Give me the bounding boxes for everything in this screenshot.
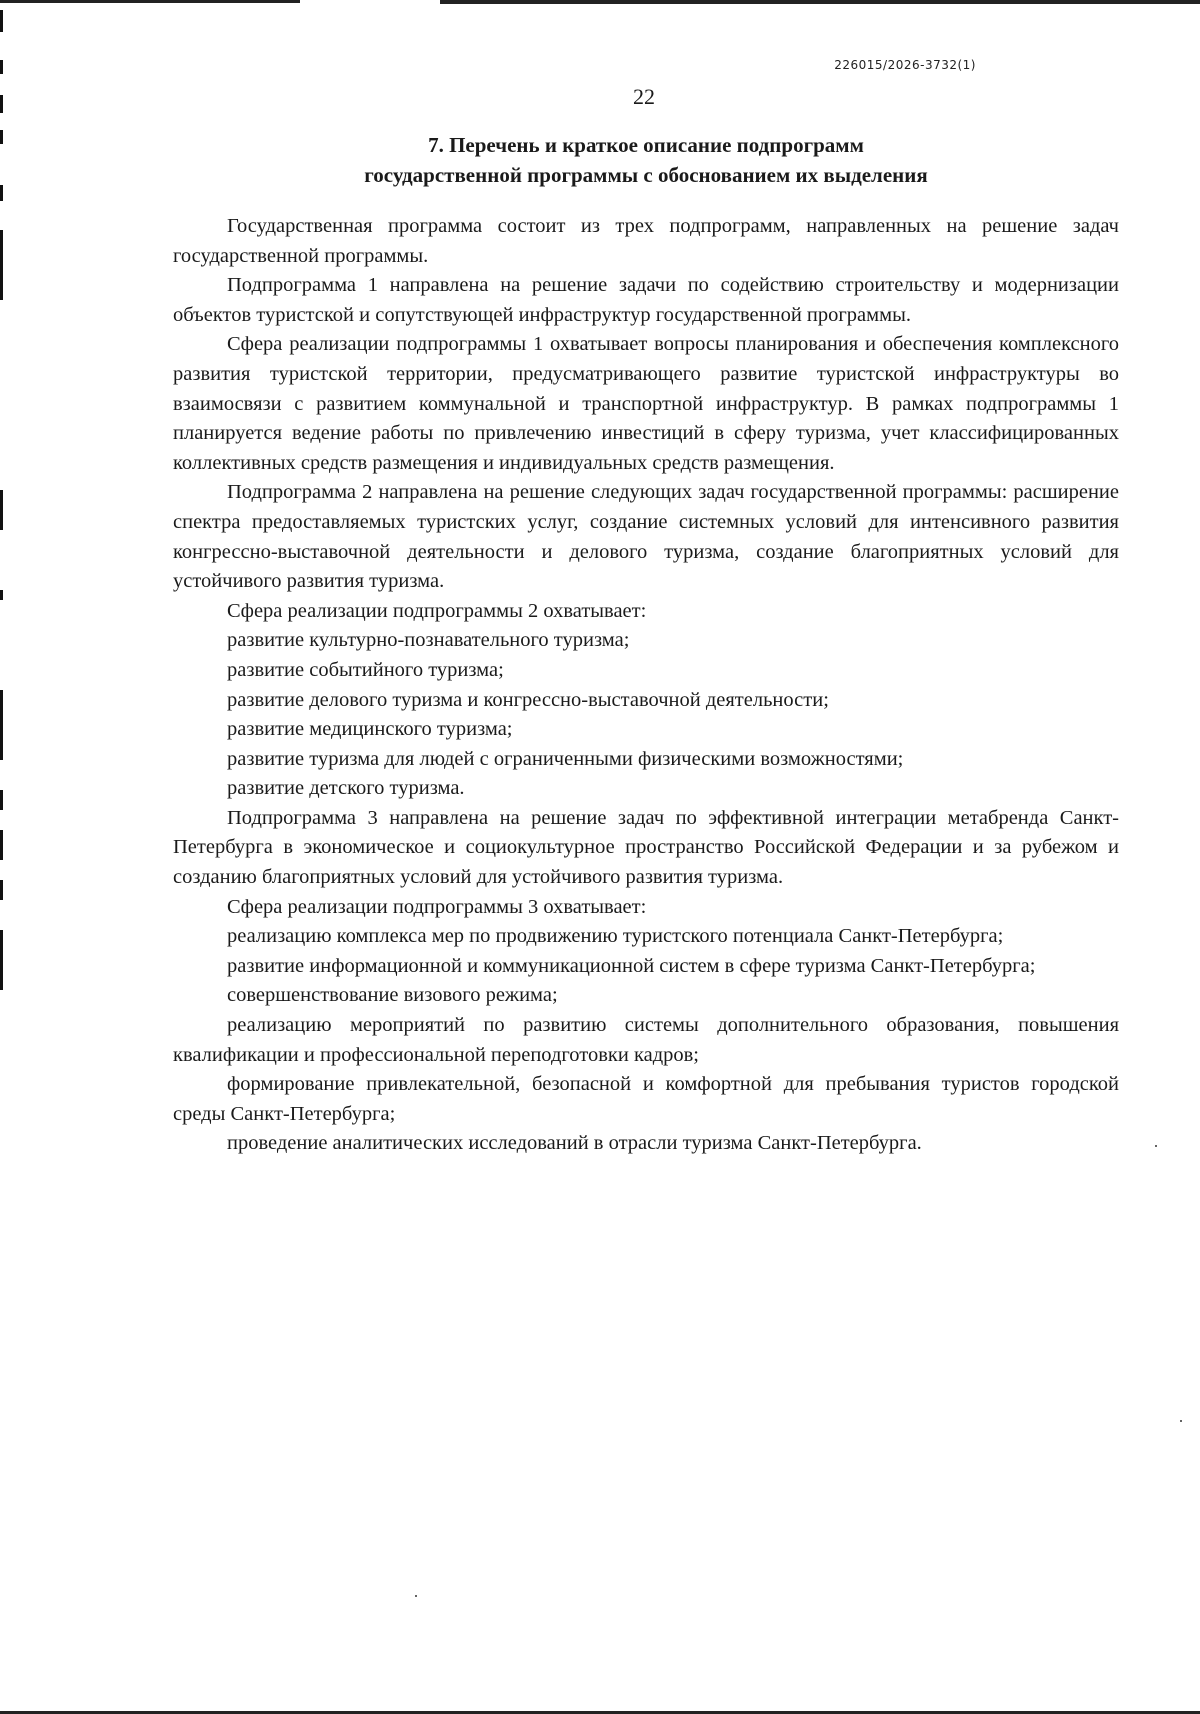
- list-item: развитие медицинского туризма;: [227, 718, 513, 741]
- list-item: развитие информационной и коммуникационной систем в сфере туризма Санкт-Петербурга;: [227, 954, 1036, 977]
- section-title: [173, 130, 1119, 190]
- list-item: развитие детского туризма.: [227, 777, 465, 800]
- section-title-line-2: государственной программы с обоснованием их выделения: [364, 163, 928, 187]
- list-item: формирование привлекательной, безопасной и комфортной для пребывания туристов городской среды Санкт-Петербурга;: [173, 1073, 1119, 1125]
- document-body: [173, 212, 1119, 1159]
- scan-margin-marks: [0, 0, 4, 1000]
- paragraph: Подпрограмма 2 направлена на решение следующих задач государственной программы: расширение спектра предоставляемых туристских услуг, создание системных условий для интенсивного развития конгрессно-выставочной деятельности и делового туризма, создание благоприятных условий для устойчивого развития туризма.: [173, 481, 1119, 593]
- list-item: развитие событийного туризма;: [227, 658, 504, 681]
- scan-speck: [415, 1595, 417, 1597]
- scan-speck: [1180, 1420, 1182, 1422]
- page-number: 22: [633, 84, 655, 109]
- list-item: проведение аналитических исследований в отрасли туризма Санкт-Петербурга.: [227, 1132, 922, 1155]
- list-item: развитие туризма для людей с ограниченными физическими возможностями;: [227, 747, 904, 770]
- scan-edge-top-left: [0, 0, 300, 3]
- paragraph: Сфера реализации подпрограммы 2 охватывает:: [227, 599, 647, 622]
- list-item: реализацию комплекса мер по продвижению туристского потенциала Санкт-Петербурга;: [227, 925, 1004, 948]
- paragraph: Сфера реализации подпрограммы 1 охватывает вопросы планирования и обеспечения комплексного развития туристской территории, предусматривающего развитие туристской инфраструктуры во взаимосвязи с развитием коммунальной и транспортной инфраструктур. В рамках подпрограммы 1 планируется ведение работы по привлечению инвестиций в сферу туризма, учет классифицированных коллективных средств размещения и индивидуальных средств размещения.: [173, 333, 1119, 474]
- document-registration-number: 226015/2026-3732(1): [834, 58, 976, 72]
- paragraph: Подпрограмма 1 направлена на решение задачи по содействию строительству и модернизации объектов туристской и сопутствующей инфраструктур государственной программы.: [173, 274, 1119, 326]
- scan-speck: [1155, 1145, 1157, 1147]
- list-item: реализацию мероприятий по развитию системы дополнительного образования, повышения квалификации и профессиональной переподготовки кадров;: [173, 1014, 1119, 1066]
- list-item: развитие культурно-познавательного туризма;: [227, 629, 630, 652]
- paragraph: Сфера реализации подпрограммы 3 охватывает:: [227, 895, 647, 918]
- list-item: совершенствование визового режима;: [227, 984, 558, 1007]
- section-title-line-1: 7. Перечень и краткое описание подпрограмм: [428, 133, 864, 157]
- paragraph: Государственная программа состоит из трех подпрограмм, направленных на решение задач государственной программы.: [173, 215, 1119, 267]
- list-item: развитие делового туризма и конгрессно-выставочной деятельности;: [227, 688, 829, 711]
- paragraph: Подпрограмма 3 направлена на решение задач по эффективной интеграции метабренда Санкт-Петербурга в экономическое и социокультурное пространство Российской Федерации и за рубежом и созданию благоприятных условий для устойчивого развития туризма.: [173, 806, 1119, 889]
- scan-edge-top-right: [440, 0, 1200, 4]
